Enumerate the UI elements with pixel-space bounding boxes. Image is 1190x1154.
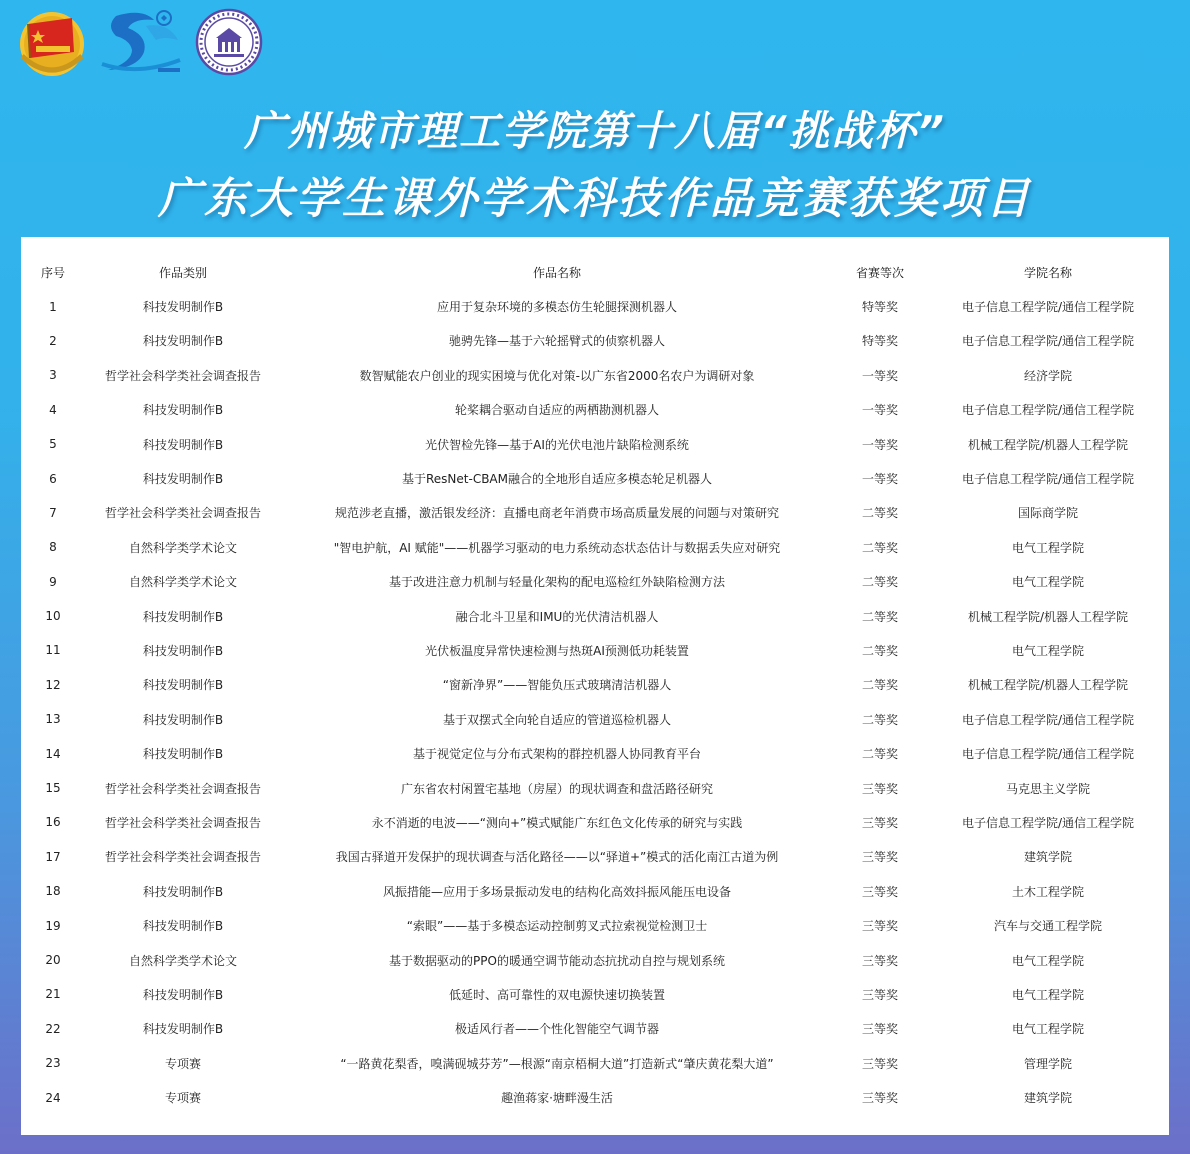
- cell-award-level: 三等奖: [861, 850, 898, 865]
- cell-project-name: 基于视觉定位与分布式架构的群控机器人协同教育平台: [412, 747, 701, 762]
- column-header-award-level: 省赛等次: [855, 265, 904, 280]
- cell-category: 科技发明制作B: [142, 643, 224, 658]
- table-row: [21, 736, 1169, 770]
- cell-project-name: “一路黄花梨香，嗅满砚城芬芳”—根源“南京梧桐大道”打造新式“肇庆黄花梨大道”: [340, 1056, 774, 1071]
- cell-project-name: “窗新净界”——智能负压式玻璃清洁机器人: [442, 678, 672, 693]
- cell-college: 电气工程学院: [1011, 540, 1084, 555]
- cell-college: 建筑学院: [1023, 1091, 1072, 1106]
- table-row: [21, 1012, 1169, 1046]
- cell-award-level: 一等奖: [861, 472, 898, 487]
- cell-award-level: 二等奖: [861, 506, 898, 521]
- cell-award-level: 三等奖: [861, 953, 898, 968]
- cell-category: 科技发明制作B: [142, 747, 224, 762]
- university-seal-icon: [194, 6, 264, 78]
- cell-project-name: 基于改进注意力机制与轻量化架构的配电巡检红外缺陷检测方法: [388, 575, 725, 590]
- cell-number: 14: [45, 746, 61, 761]
- table-header-row: [21, 255, 1169, 289]
- page-title-line1: 广州城市理工学院第十八届“挑战杯”: [244, 107, 946, 155]
- column-header-project-name: 作品名称: [532, 265, 581, 280]
- cell-college: 电子信息工程学院/通信工程学院: [961, 472, 1135, 487]
- cell-college: 经济学院: [1023, 368, 1072, 383]
- table-row: [21, 702, 1169, 736]
- cell-college: 电子信息工程学院/通信工程学院: [961, 403, 1135, 418]
- table-row: [21, 289, 1169, 323]
- cell-college: 马克思主义学院: [1005, 781, 1090, 796]
- cell-college: 电子信息工程学院/通信工程学院: [961, 815, 1135, 830]
- cell-project-name: 永不消逝的电波——“测向+”模式赋能广东红色文化传承的研究与实践: [371, 815, 743, 830]
- cell-project-name: 基于双摆式全向轮自适应的管道巡检机器人: [442, 712, 671, 727]
- cell-number: 5: [49, 437, 57, 452]
- cell-college: 电气工程学院: [1011, 575, 1084, 590]
- cell-category: 哲学社会科学类社会调查报告: [104, 368, 261, 383]
- table-row: [21, 668, 1169, 702]
- cell-college: 电气工程学院: [1011, 953, 1084, 968]
- cell-number: 24: [45, 1090, 61, 1105]
- cell-number: 13: [45, 712, 61, 727]
- cell-category: 自然科学类学术论文: [128, 953, 237, 968]
- cell-award-level: 二等奖: [861, 575, 898, 590]
- cell-award-level: 二等奖: [861, 747, 898, 762]
- cell-number: 19: [45, 918, 61, 933]
- cell-number: 23: [45, 1056, 61, 1071]
- challenge-cup-logo-icon: [98, 6, 188, 78]
- cell-project-name: 低延时、高可靠性的双电源快速切换装置: [448, 987, 665, 1002]
- cell-college: 电子信息工程学院/通信工程学院: [961, 712, 1135, 727]
- cell-award-level: 三等奖: [861, 1022, 898, 1037]
- cell-award-level: 三等奖: [861, 919, 898, 934]
- communist-youth-league-emblem-icon: [14, 6, 90, 78]
- cell-number: 15: [45, 781, 61, 796]
- cell-award-level: 一等奖: [861, 368, 898, 383]
- cell-number: 2: [49, 333, 57, 348]
- cell-award-level: 一等奖: [861, 437, 898, 452]
- cell-number: 7: [49, 505, 57, 520]
- cell-project-name: 融合北斗卫星和IMU的光伏清洁机器人: [455, 609, 659, 624]
- cell-award-level: 特等奖: [861, 300, 898, 315]
- cell-college: 国际商学院: [1017, 506, 1078, 521]
- cell-project-name: 轮桨耦合驱动自适应的两栖勘测机器人: [454, 403, 659, 418]
- cell-category: 哲学社会科学类社会调查报告: [104, 815, 261, 830]
- cell-number: 12: [45, 677, 61, 692]
- table-row: [21, 496, 1169, 530]
- cell-award-level: 三等奖: [861, 781, 898, 796]
- cell-college: 机械工程学院/机器人工程学院: [967, 437, 1129, 452]
- cell-project-name: 风振措能—应用于多场景振动发电的结构化高效抖振风能压电设备: [382, 884, 731, 899]
- cell-category: 科技发明制作B: [142, 678, 224, 693]
- cell-college: 土木工程学院: [1011, 884, 1084, 899]
- cell-project-name: 极适风行者——个性化智能空气调节器: [454, 1022, 659, 1037]
- cell-college: 汽车与交通工程学院: [993, 919, 1102, 934]
- table-row: [21, 805, 1169, 839]
- cell-award-level: 二等奖: [861, 712, 898, 727]
- cell-college: 机械工程学院/机器人工程学院: [967, 678, 1129, 693]
- cell-category: 科技发明制作B: [142, 919, 224, 934]
- cell-number: 21: [45, 987, 61, 1002]
- cell-college: 机械工程学院/机器人工程学院: [967, 609, 1129, 624]
- cell-project-name: 我国古驿道开发保护的现状调查与活化路径——以“驿道+”模式的活化南江古道为例: [335, 850, 779, 865]
- cell-number: 3: [49, 368, 57, 383]
- cell-project-name: 广东省农村闲置宅基地（房屋）的现状调查和盘活路径研究: [400, 781, 713, 796]
- cell-category: 专项赛: [164, 1056, 201, 1071]
- cell-category: 自然科学类学术论文: [128, 575, 237, 590]
- cell-number: 18: [45, 884, 61, 899]
- cell-project-name: 光伏智检先锋—基于AI的光伏电池片缺陷检测系统: [425, 437, 689, 452]
- table-row: [21, 771, 1169, 805]
- cell-award-level: 一等奖: [861, 403, 898, 418]
- cell-project-name: "智电护航，AI 赋能"——机器学习驱动的电力系统动态状态估计与数据丢失应对研究: [333, 540, 781, 555]
- cell-number: 8: [49, 540, 57, 555]
- cell-award-level: 三等奖: [861, 884, 898, 899]
- awards-panel: [21, 237, 1169, 1135]
- cell-category: 科技发明制作B: [142, 300, 224, 315]
- cell-number: 9: [49, 574, 57, 589]
- cell-college: 建筑学院: [1023, 850, 1072, 865]
- page-title-line2: 广东大学生课外学术科技作品竞赛获奖项目: [158, 174, 1032, 224]
- cell-project-name: “索眼”——基于多模态运动控制剪叉式拉索视觉检测卫士: [406, 919, 708, 934]
- table-row: [21, 840, 1169, 874]
- column-header-college: 学院名称: [1023, 265, 1072, 280]
- table-row: [21, 599, 1169, 633]
- cell-award-level: 三等奖: [861, 1056, 898, 1071]
- cell-category: 科技发明制作B: [142, 884, 224, 899]
- cell-project-name: 光伏板温度异常快速检测与热斑AI预测低功耗装置: [425, 643, 689, 658]
- cell-number: 4: [49, 402, 57, 417]
- cell-number: 11: [45, 643, 61, 658]
- column-header-number: 序号: [40, 265, 65, 280]
- cell-number: 16: [45, 815, 61, 830]
- cell-college: 电子信息工程学院/通信工程学院: [961, 747, 1135, 762]
- table-row: [21, 530, 1169, 564]
- cell-number: 20: [45, 953, 61, 967]
- table-row: [21, 358, 1169, 392]
- table-row: [21, 427, 1169, 461]
- cell-project-name: 应用于复杂环境的多模态仿生轮腿探测机器人: [436, 300, 677, 315]
- cell-number: 17: [45, 849, 61, 864]
- cell-project-name: 基于数据驱动的PPO的暖通空调节能动态抗扰动自控与规划系统: [389, 953, 725, 968]
- cell-award-level: 三等奖: [861, 815, 898, 830]
- table-row: [21, 1046, 1169, 1080]
- cell-award-level: 二等奖: [861, 643, 898, 658]
- cell-project-name: 趣渔蒋家·塘畔漫生活: [501, 1091, 613, 1106]
- cell-award-level: 三等奖: [861, 987, 898, 1002]
- cell-award-level: 二等奖: [861, 609, 898, 624]
- table-row: [21, 324, 1169, 358]
- cell-category: 科技发明制作B: [142, 334, 224, 349]
- cell-award-level: 二等奖: [861, 540, 898, 555]
- cell-number: 6: [49, 471, 57, 486]
- awards-table: [21, 255, 1169, 1115]
- table-row: [21, 393, 1169, 427]
- table-row: [21, 461, 1169, 495]
- cell-category: 自然科学类学术论文: [128, 540, 237, 555]
- table-row: [21, 1080, 1169, 1114]
- cell-college: 电气工程学院: [1011, 1022, 1084, 1037]
- cell-category: 科技发明制作B: [142, 1022, 224, 1037]
- cell-category: 科技发明制作B: [142, 712, 224, 727]
- cell-college: 电子信息工程学院/通信工程学院: [961, 300, 1135, 315]
- cell-category: 科技发明制作B: [142, 472, 224, 487]
- column-header-category: 作品类别: [158, 265, 207, 280]
- cell-project-name: 数智赋能农户创业的现实困境与优化对策-以广东省2000名农户为调研对象: [359, 368, 755, 383]
- cell-category: 专项赛: [164, 1091, 201, 1106]
- table-row: [21, 977, 1169, 1011]
- cell-college: 电气工程学院: [1011, 987, 1084, 1002]
- cell-project-name: 基于ResNet-CBAM融合的全地形自适应多模态轮足机器人: [401, 472, 712, 487]
- cell-category: 科技发明制作B: [142, 403, 224, 418]
- cell-award-level: 二等奖: [861, 678, 898, 693]
- cell-number: 1: [49, 299, 57, 314]
- cell-college: 管理学院: [1023, 1056, 1072, 1071]
- cell-number: 10: [45, 609, 61, 624]
- cell-project-name: 规范涉老直播，激活银发经济：直播电商老年消费市场高质量发展的问题与对策研究: [334, 506, 779, 521]
- table-row: [21, 874, 1169, 908]
- cell-number: 22: [45, 1021, 61, 1036]
- table-body: [21, 289, 1169, 1114]
- table-row: [21, 943, 1169, 977]
- cell-category: 哲学社会科学类社会调查报告: [104, 781, 261, 796]
- cell-category: 科技发明制作B: [142, 609, 224, 624]
- cell-award-level: 特等奖: [861, 334, 898, 349]
- cell-category: 科技发明制作B: [142, 987, 224, 1002]
- table-row: [21, 633, 1169, 667]
- cell-award-level: 三等奖: [861, 1091, 898, 1106]
- table-row: [21, 565, 1169, 599]
- cell-category: 哲学社会科学类社会调查报告: [104, 850, 261, 865]
- cell-project-name: 驰骋先锋—基于六轮摇臂式的侦察机器人: [448, 334, 665, 349]
- table-row: [21, 908, 1169, 942]
- cell-category: 科技发明制作B: [142, 437, 224, 452]
- cell-college: 电子信息工程学院/通信工程学院: [961, 334, 1135, 349]
- cell-college: 电气工程学院: [1011, 643, 1084, 658]
- cell-category: 哲学社会科学类社会调查报告: [104, 506, 261, 521]
